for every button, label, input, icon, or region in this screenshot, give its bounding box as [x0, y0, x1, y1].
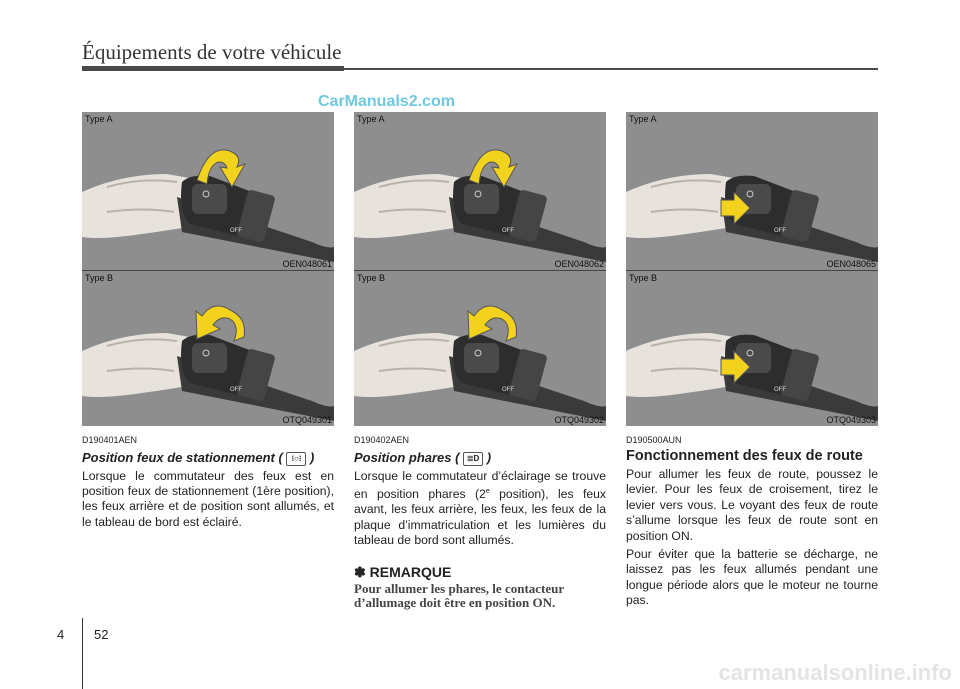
figure-type-b	[626, 271, 878, 426]
figure-type-label: Type B	[85, 273, 114, 283]
lever-illustration	[626, 112, 878, 270]
page-number: 52	[94, 627, 109, 642]
lever-illustration	[354, 271, 606, 426]
section-body: Lorsque le commutateur des feux est en position feux de stationnement (1ère position), les feux arrière et de position sont allumés, et le tableau de bord est éclairé.	[82, 468, 334, 529]
section-body: Lorsque le commutateur d’éclairage se trouve en position phares (2e position), les feux avant, les feux arrière, les feux, les feux de la plaque d’immatriculation et les lumières du tableau de bord sont allumés.	[354, 468, 606, 548]
footer-divider	[82, 618, 83, 689]
figure-type-label: Type A	[357, 114, 385, 124]
figure-type-a	[82, 112, 334, 270]
lever-illustration	[354, 112, 606, 270]
section-subtitle: Position phares ( ≣D )	[354, 450, 492, 465]
figure-type-a	[354, 112, 606, 270]
figure-type-a	[626, 112, 878, 270]
figure-code: OTQ049302	[554, 415, 604, 425]
reference-code: D190402AEN	[354, 435, 410, 445]
page-header-title: Équipements de votre véhicule	[82, 40, 342, 64]
figure-type-label: Type A	[629, 114, 657, 124]
reference-code: D190500AUN	[626, 435, 682, 445]
svg-text:OFF: OFF	[774, 228, 786, 234]
lever-illustration	[82, 271, 334, 426]
svg-text:OFF: OFF	[230, 387, 242, 393]
parking-light-icon: ⁝○⁝	[286, 452, 306, 466]
watermark-bottom: carmanualsonline.info	[718, 660, 952, 685]
section-body: Pour allumer les feux de route, poussez le levier. Pour les feux de croisement, tirez le levier vers vous. Le voyant des feux de route s’allume lorsque les feux de route sont en position ON.	[626, 467, 878, 543]
section-body-2: Pour éviter que la batterie se décharge, ne laissez pas les feux allumés pendant une longue période alors que le moteur ne tourne pas.	[626, 547, 878, 608]
svg-text:OFF: OFF	[230, 228, 242, 234]
figure-type-b	[354, 271, 606, 426]
figure-type-label: Type B	[629, 273, 658, 283]
column-parking-lights	[82, 112, 334, 530]
headlight-icon: ≣D	[463, 452, 483, 466]
watermark-top: CarManuals2.com	[318, 93, 455, 110]
lever-illustration	[82, 112, 334, 270]
column-headlights	[354, 112, 606, 610]
reference-code: D190401AEN	[82, 435, 138, 445]
figure-code: OEN048065	[826, 259, 876, 269]
svg-text:OFF: OFF	[502, 387, 514, 393]
figure-type-label: Type A	[85, 114, 113, 124]
section-subtitle: Position feux de stationnement ( ⁝○⁝ )	[82, 450, 315, 465]
column-high-beam	[626, 112, 878, 609]
header-rule-thin	[344, 68, 878, 70]
figure-code: OEN048061	[282, 259, 332, 269]
figure-code: OTQ049301	[282, 415, 332, 425]
svg-text:OFF: OFF	[774, 387, 786, 393]
figure-type-b	[82, 271, 334, 426]
remarque-title: ✽ REMARQUE	[354, 563, 452, 580]
remarque-text: Pour allumer les phares, le contacteur d’allumage doit être en position ON.	[354, 580, 564, 610]
figure-code: OEN048062	[554, 259, 604, 269]
chapter-number: 4	[57, 627, 65, 642]
lever-illustration	[626, 271, 878, 426]
section-subtitle: Fonctionnement des feux de route	[626, 448, 863, 464]
header-rule-thick	[82, 66, 344, 71]
figure-type-label: Type B	[357, 273, 386, 283]
figure-code: OTQ049303	[826, 415, 876, 425]
svg-text:OFF: OFF	[502, 228, 514, 234]
